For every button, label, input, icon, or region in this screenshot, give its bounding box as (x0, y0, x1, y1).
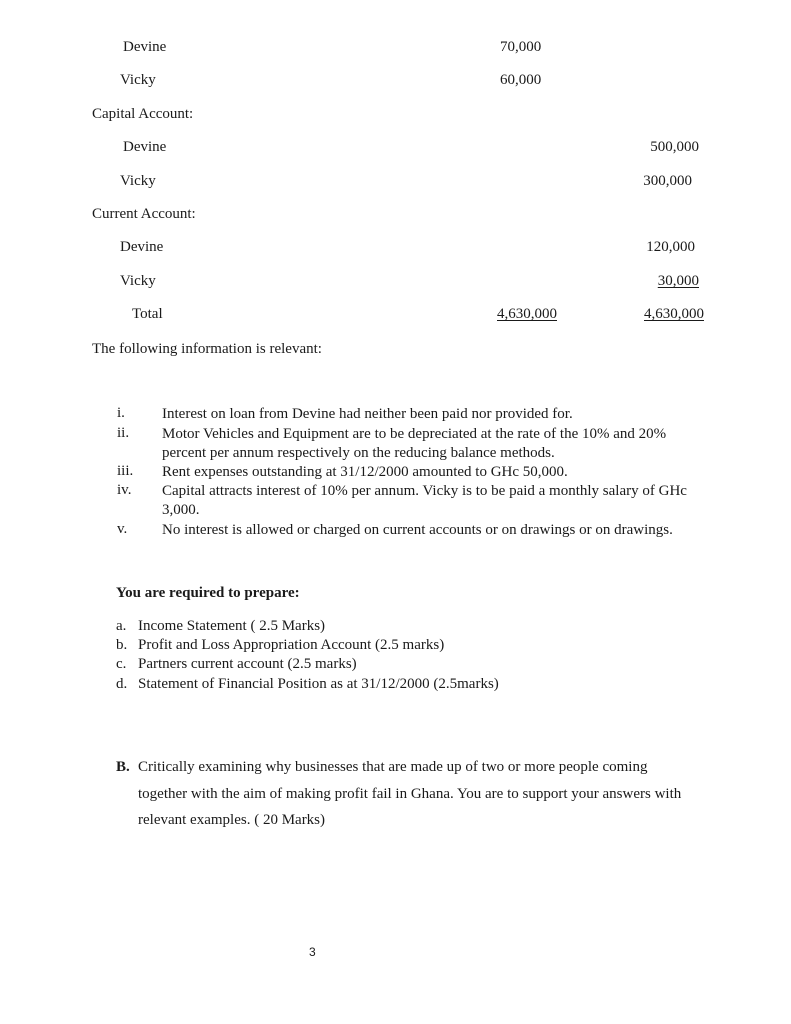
required-item-letter: c. (116, 656, 127, 672)
info-item-text: Motor Vehicles and Equipment are to be depreciated at the rate of the 10% and 20% percent per annum respectively on the reducing balance methods. (162, 426, 667, 461)
page-number: 3 (309, 945, 316, 959)
section-b-line: together with the aim of making profit fail in Ghana. You are to support your answers with (138, 786, 682, 802)
capital-name-devine: Devine (123, 139, 167, 155)
current-amount-devine: 120,000 (646, 239, 695, 255)
info-item-number: ii. (117, 425, 130, 441)
total-credit: 4,630,000 (644, 306, 704, 322)
info-item-number: iv. (117, 482, 132, 498)
required-item-letter: b. (116, 637, 128, 653)
info-intro: The following information is relevant: (92, 341, 322, 357)
info-item-text: No interest is allowed or charged on current accounts or on drawings or on drawings. (162, 522, 673, 538)
current-name-vicky: Vicky (120, 273, 156, 289)
required-item-text: Statement of Financial Position as at 31/12/2000 (2.5marks) (138, 676, 499, 692)
loan-amount-devine: 70,000 (500, 39, 542, 55)
capital-amount-vicky: 300,000 (643, 173, 692, 189)
loan-name-vicky: Vicky (120, 72, 156, 88)
current-amount-vicky: 30,000 (657, 273, 699, 289)
total-debit: 4,630,000 (497, 306, 557, 322)
section-b-line: relevant examples. ( 20 Marks) (138, 812, 326, 828)
required-item-text: Partners current account (2.5 marks) (138, 656, 357, 672)
required-item-text: Profit and Loss Appropriation Account (2.5 marks) (138, 637, 445, 653)
required-item-letter: d. (116, 676, 128, 692)
info-item-number: v. (117, 521, 128, 537)
required-item-letter: a. (116, 618, 127, 634)
info-item-text: Rent expenses outstanding at 31/12/2000 amounted to GHc 50,000. (162, 464, 568, 480)
current-account-heading: Current Account: (92, 206, 196, 222)
section-b-line: Critically examining why businesses that are made up of two or more people coming (138, 759, 648, 775)
capital-name-vicky: Vicky (120, 173, 156, 189)
loan-amount-vicky: 60,000 (500, 72, 542, 88)
section-b-label: B. (116, 759, 130, 775)
info-item-number: i. (117, 405, 125, 421)
current-name-devine: Devine (120, 239, 164, 255)
info-item-text: Capital attracts interest of 10% per annum. Vicky is to be paid a monthly salary of GHc 3,000. (162, 483, 687, 518)
required-heading: You are required to prepare: (116, 585, 300, 601)
info-item-number: iii. (117, 463, 134, 479)
capital-account-heading: Capital Account: (92, 106, 194, 122)
capital-amount-devine: 500,000 (650, 139, 699, 155)
info-item-text: Interest on loan from Devine had neither been paid nor provided for. (162, 406, 573, 422)
total-label: Total (132, 306, 163, 322)
loan-name-devine: Devine (123, 39, 167, 55)
required-item-text: Income Statement ( 2.5 Marks) (138, 618, 326, 634)
